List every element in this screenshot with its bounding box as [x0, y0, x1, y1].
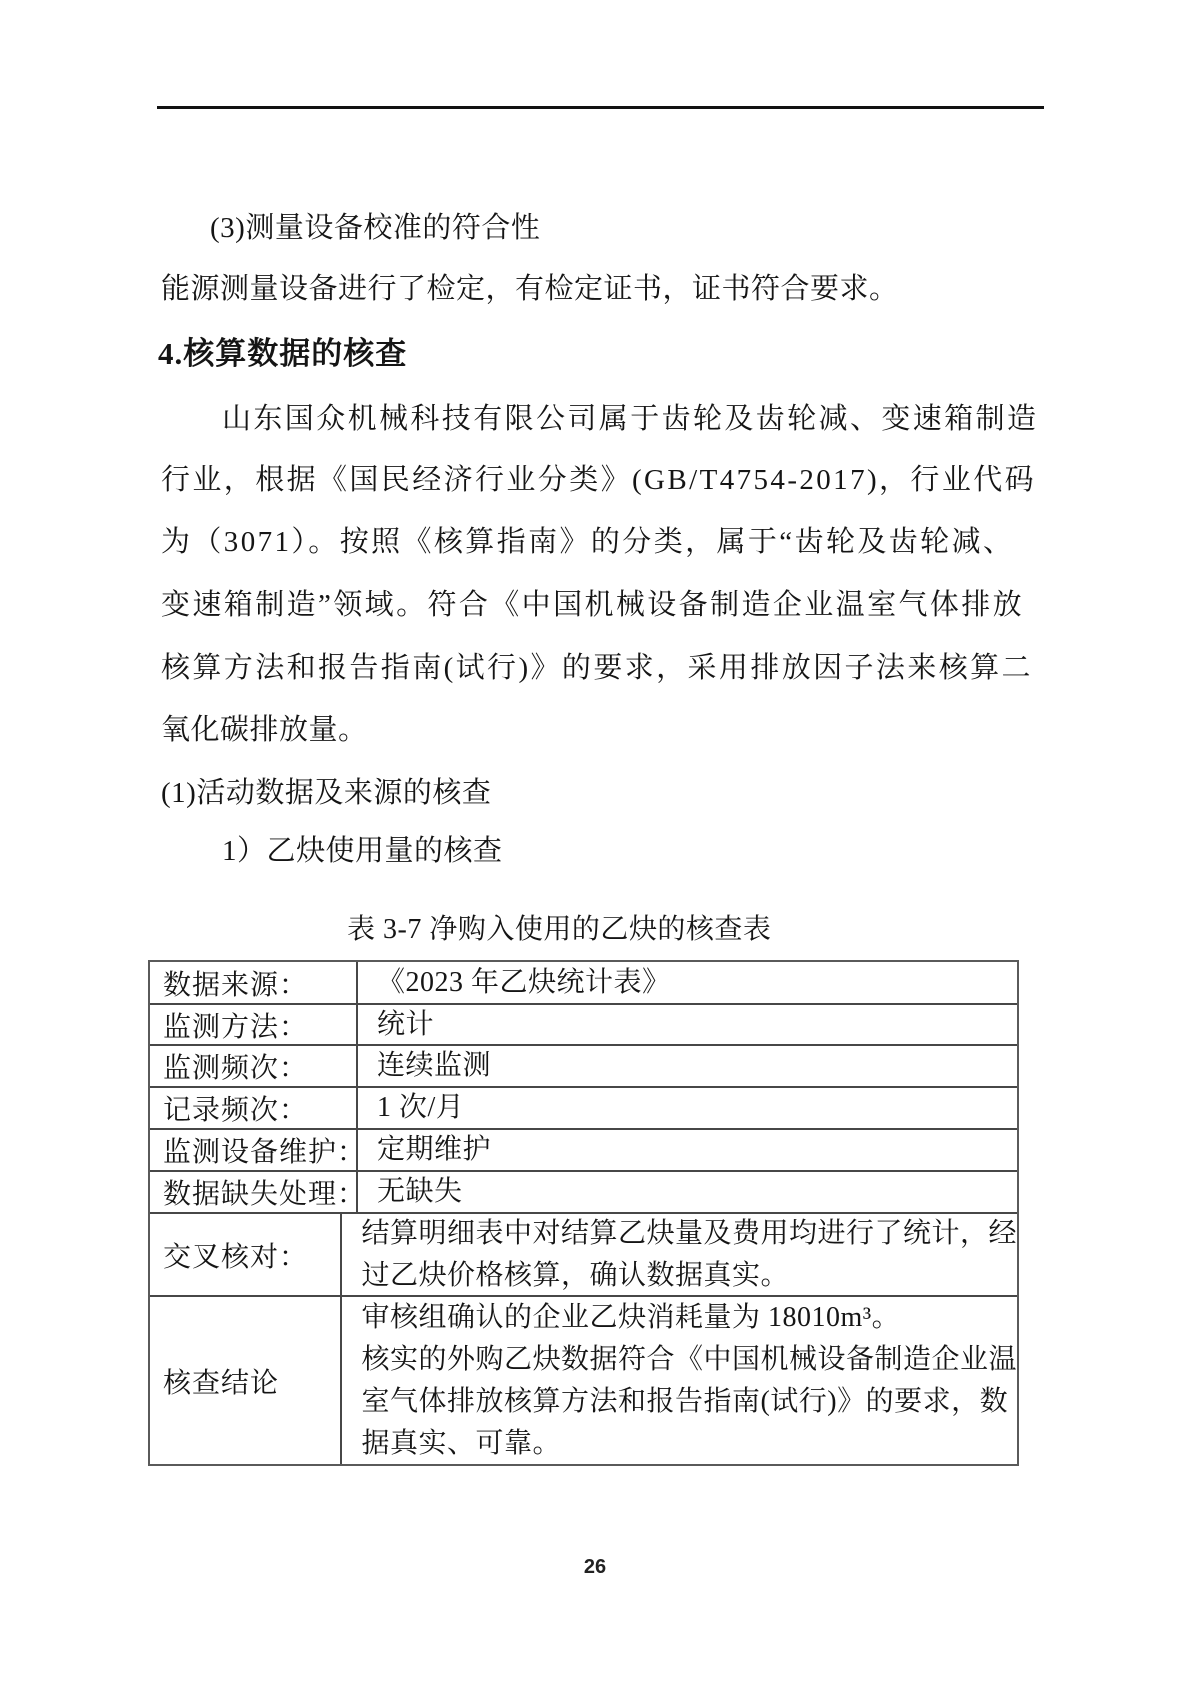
- row-label: 监测方法：: [150, 1005, 358, 1044]
- row-label: 核查结论: [150, 1297, 342, 1464]
- table-row-data-source: [150, 962, 1017, 1003]
- paragraph-line: 行业，根据《国民经济行业分类》(GB/T4754-2017)，行业代码: [161, 464, 1037, 496]
- table-row-monitoring-method: [150, 1003, 1017, 1044]
- header-divider-rule: [157, 106, 1044, 109]
- row-value: 《2023 年乙炔统计表》: [377, 966, 671, 998]
- subsection1-heading: (1)活动数据及来源的核查: [161, 777, 492, 809]
- row-label: 数据来源：: [150, 962, 358, 1003]
- body-line-energy: 能源测量设备进行了检定，有检定证书，证书符合要求。: [161, 273, 899, 305]
- paragraph-line: 山东国众机械科技有限公司属于齿轮及齿轮减、变速箱制造: [222, 403, 1039, 435]
- verification-table: [148, 960, 1019, 1466]
- row-label: 监测设备维护：: [150, 1130, 358, 1170]
- row-value: 无缺失: [377, 1176, 463, 1207]
- section4-heading: 4.核算数据的核查: [158, 336, 408, 371]
- row-value-line: 核实的外购乙炔数据符合《中国机械设备制造企业温: [361, 1343, 1017, 1375]
- row-value-line: 据真实、可靠。: [361, 1427, 561, 1459]
- row-value-line: 室气体排放核算方法和报告指南(试行)》的要求，数: [361, 1385, 1009, 1417]
- section3-heading: (3)测量设备校准的符合性: [210, 212, 541, 244]
- row-value: 连续监测: [377, 1050, 492, 1081]
- paragraph-line: 变速箱制造”领域。符合《中国机械设备制造企业温室气体排放: [161, 589, 1025, 621]
- subsection1-item1-heading: 1）乙炔使用量的核查: [222, 835, 503, 867]
- table-row-record-frequency: [150, 1086, 1017, 1128]
- row-value-line: 过乙炔价格核算，确认数据真实。: [361, 1259, 789, 1291]
- table-row-monitoring-frequency: [150, 1044, 1017, 1086]
- table-row-verification-conclusion: [150, 1295, 1017, 1464]
- row-label: 监测频次：: [150, 1046, 358, 1086]
- row-value-line: 审核组确认的企业乙炔消耗量为 18010m³。: [361, 1301, 901, 1333]
- row-value: 统计: [377, 1008, 435, 1040]
- table-row-cross-check: [150, 1212, 1017, 1295]
- table-row-missing-data-handling: [150, 1170, 1017, 1212]
- table-row-equipment-maintenance: [150, 1128, 1017, 1170]
- paragraph-line: 为（3071）。按照《核算指南》的分类，属于“齿轮及齿轮减、: [161, 526, 1015, 558]
- table-caption: 表 3-7 净购入使用的乙炔的核查表: [347, 914, 772, 945]
- row-label: 交叉核对：: [150, 1214, 342, 1295]
- row-value: 1 次/月: [377, 1092, 465, 1123]
- row-label: 数据缺失处理：: [150, 1172, 358, 1212]
- row-value-line: 结算明细表中对结算乙炔量及费用均进行了统计，经: [361, 1217, 1017, 1249]
- paragraph-line: 核算方法和报告指南(试行)》的要求，采用排放因子法来核算二: [161, 652, 1033, 684]
- row-value: 定期维护: [377, 1134, 492, 1165]
- page-number: 26: [583, 1556, 607, 1578]
- paragraph-line: 氧化碳排放量。: [161, 714, 368, 746]
- row-label: 记录频次：: [150, 1088, 358, 1128]
